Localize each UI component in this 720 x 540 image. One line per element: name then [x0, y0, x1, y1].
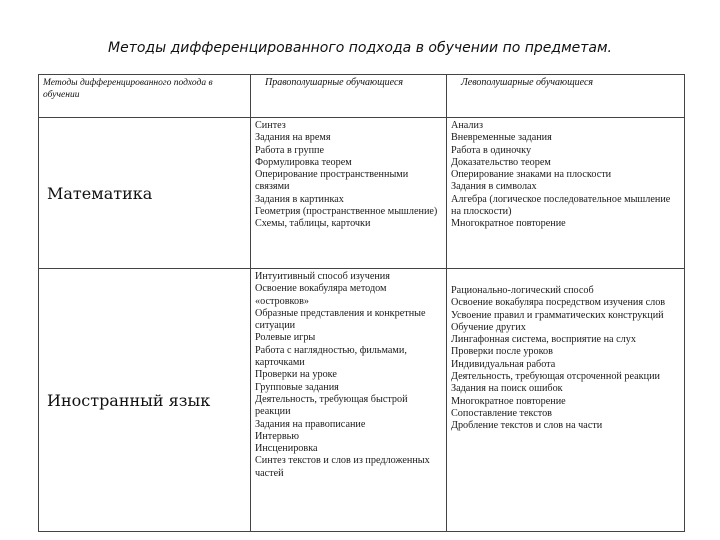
- list-item: Деятельность, требующая быстрой реакции: [255, 393, 408, 418]
- list-item: Задания на время: [255, 132, 331, 144]
- list-item: Задания на правописание: [255, 418, 366, 430]
- list-item: Инсценировка: [255, 443, 318, 455]
- list-item: Доказательство теорем: [451, 156, 551, 168]
- lang-right-brain-list: [255, 271, 442, 480]
- list-item: Усвоение правил и грамматических конструкций: [451, 309, 664, 321]
- list-item: Алгебра (логическое последовательное мышление на плоскости): [451, 193, 671, 218]
- list-item: Анализ: [451, 120, 483, 131]
- table-row-foreign-language: [39, 269, 685, 532]
- list-item: Групповые задания: [255, 381, 339, 393]
- list-item: Дробление текстов и слов на части: [451, 420, 603, 432]
- list-item: Оперирование знаками на плоскости: [451, 169, 612, 181]
- subject-foreign-language: Иностранный язык: [39, 269, 251, 532]
- list-item: Синтез: [255, 120, 286, 131]
- list-item: Формулировка теорем: [255, 156, 352, 168]
- header-left-brain: Левополушарные обучающиеся: [447, 75, 685, 118]
- list-item: Интервью: [255, 430, 299, 442]
- list-item: Сопоставление текстов: [451, 407, 552, 419]
- list-item: Интуитивный способ изучения: [255, 271, 390, 282]
- math-right-brain-cell: [251, 118, 447, 269]
- page-title: Методы дифференцированного подхода в обучении по предметам.: [108, 40, 612, 56]
- list-item: Проверки после уроков: [451, 346, 553, 358]
- list-item: Схемы, таблицы, карточки: [255, 218, 371, 230]
- list-item: Вневременные задания: [451, 132, 552, 144]
- lang-left-brain-list: [451, 285, 680, 433]
- list-item: Многократное повторение: [451, 395, 566, 407]
- list-item: Геометрия (пространственное мышление): [255, 206, 438, 218]
- lang-right-brain-cell: [251, 269, 447, 532]
- list-item: Работа с наглядностью, фильмами, карточками: [255, 344, 407, 369]
- header-right-brain: Правополушарные обучающиеся: [251, 75, 447, 118]
- list-item: Рационально-логический способ: [451, 285, 594, 296]
- list-item: Работа в группе: [255, 144, 324, 156]
- list-item: Индивидуальная работа: [451, 358, 556, 370]
- list-item: Задания в картинках: [255, 193, 344, 205]
- table-header-row: [39, 75, 685, 118]
- table-row-math: [39, 118, 685, 269]
- list-item: Задания на поиск ошибок: [451, 383, 563, 395]
- list-item: Задания в символах: [451, 181, 537, 193]
- math-left-brain-cell: [447, 118, 685, 269]
- list-item: Освоение вокабуляра посредством изучения слов: [451, 297, 666, 309]
- list-item: Освоение вокабуляра методом «островков»: [255, 283, 387, 307]
- list-item: Ролевые игры: [255, 332, 316, 344]
- list-item: Образные представления и конкретные ситуации: [255, 307, 426, 332]
- subject-math: Математика: [39, 118, 251, 269]
- header-methods: Методы дифференцированного подхода в обучении: [39, 75, 251, 118]
- math-right-brain-list: [255, 120, 442, 231]
- list-item: Лингафонная система, восприятие на слух: [451, 334, 636, 346]
- list-item: Обучение других: [451, 321, 526, 333]
- lang-left-brain-cell: [447, 269, 685, 532]
- methods-table: [38, 74, 685, 532]
- list-item: Проверки на уроке: [255, 369, 337, 381]
- list-item: Оперирование пространственными связями: [255, 169, 409, 193]
- list-item: Синтез текстов и слов из предложенных частей: [255, 455, 430, 479]
- list-item: Многократное повторение: [451, 218, 566, 230]
- math-left-brain-list: [451, 120, 680, 231]
- list-item: Деятельность, требующая отсроченной реакции: [451, 371, 660, 383]
- list-item: Работа в одиночку: [451, 144, 532, 156]
